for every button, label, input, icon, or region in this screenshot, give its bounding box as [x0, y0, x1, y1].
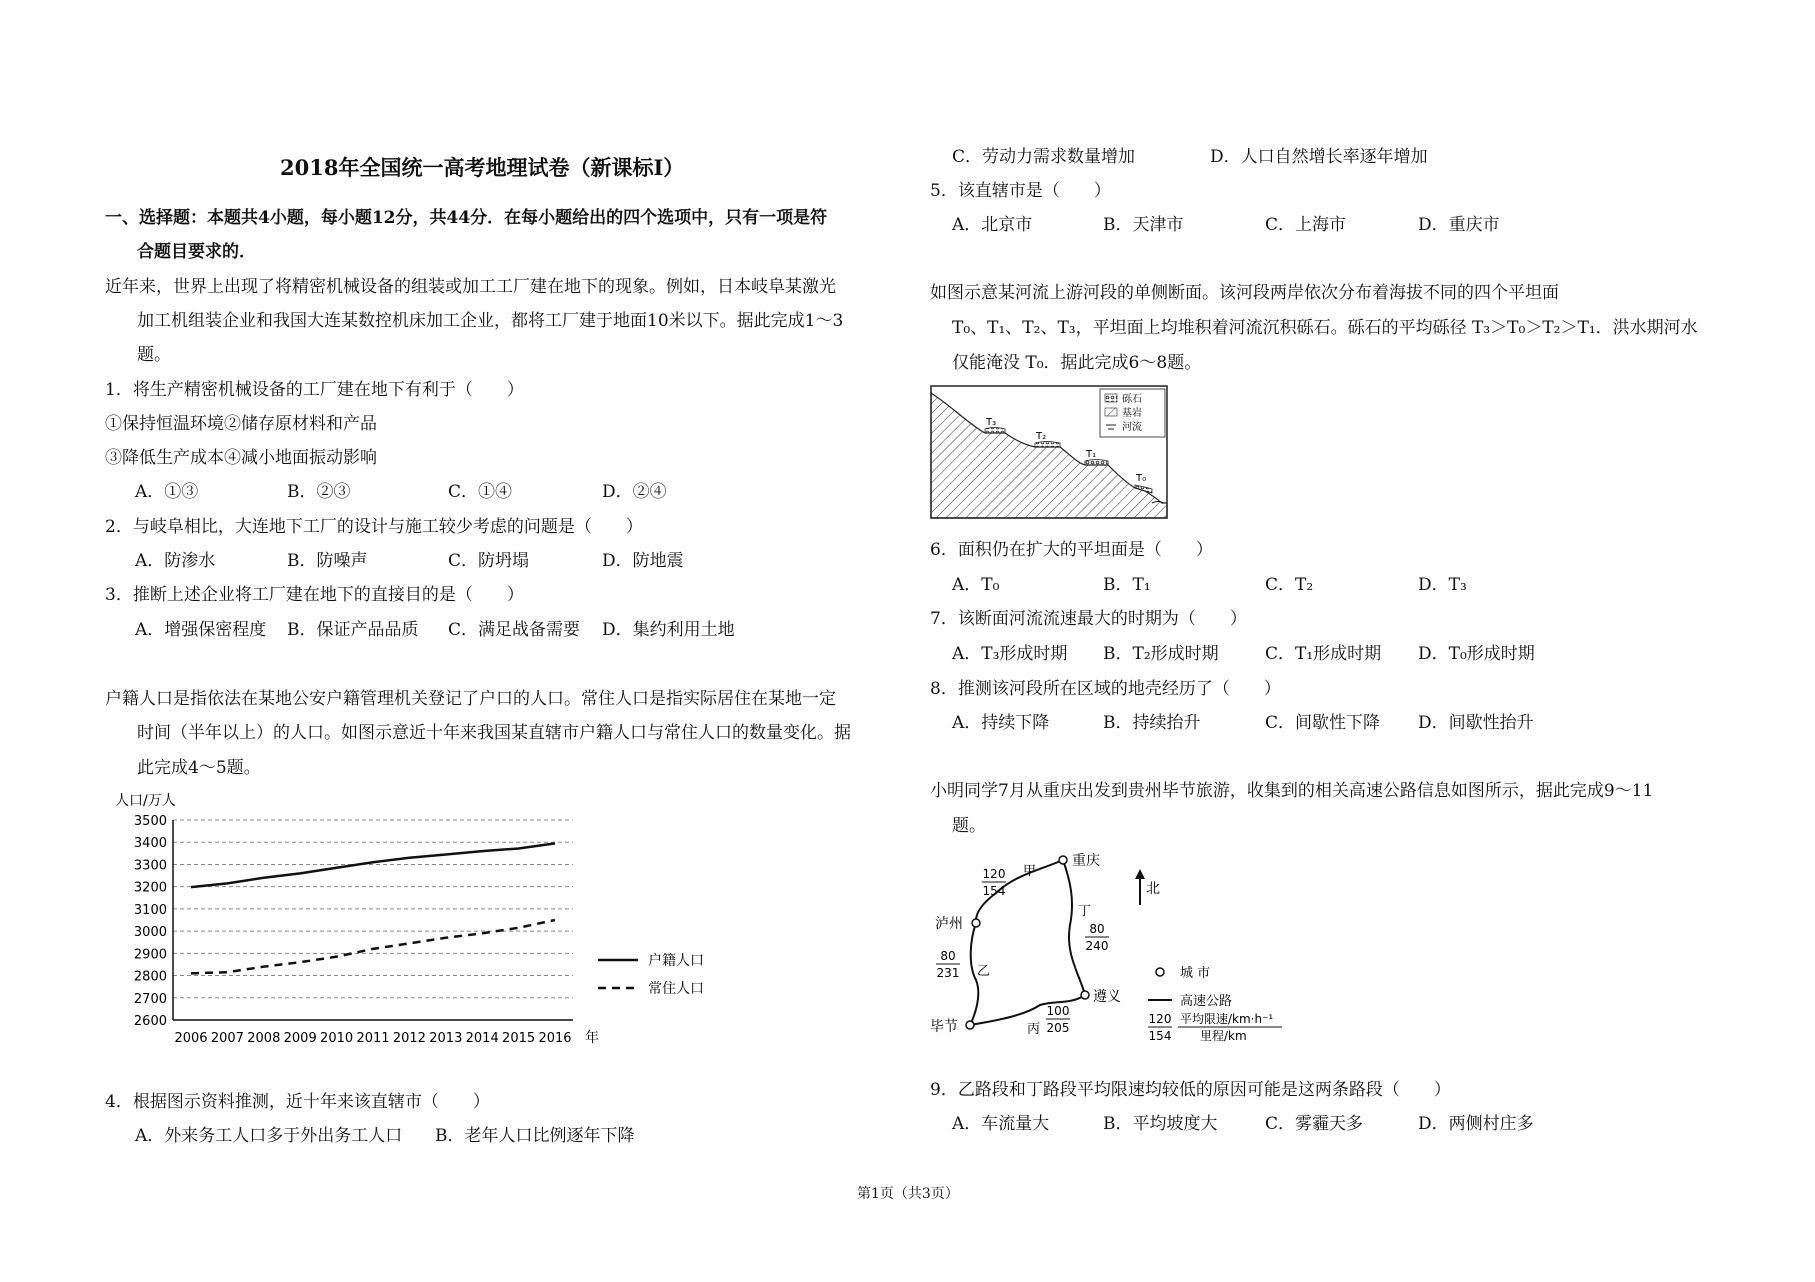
city-bijie-marker	[966, 1021, 974, 1029]
q7-option-a[interactable]: A．T₃形成时期	[952, 644, 1068, 664]
label-chongqing: 重庆	[1072, 853, 1100, 869]
passage3-line3: 仅能淹没 T₀．据此完成6～8题。	[952, 353, 1202, 373]
legend-road: 高速公路	[1180, 994, 1233, 1009]
passage1-line1: 近年来，世界上出现了将精密机械设备的组装或加工工厂建在地下的现象。例如，日本岐阜某激光	[105, 277, 836, 297]
passage4-line1: 小明同学7月从重庆出发到贵州毕节旅游，收集到的相关高速公路信息如图所示，据此完成9～11	[930, 781, 1654, 801]
jia-speed: 120	[982, 867, 1006, 881]
series-line-2	[191, 920, 555, 973]
passage2-line1: 户籍人口是指依法在某地公安户籍管理机关登记了户口的人口。常住人口是指实际居住在某地一定	[105, 689, 836, 709]
y-tick-label: 2600	[133, 1014, 167, 1029]
label-bing: 丙	[1027, 1022, 1041, 1037]
q1-statement2: ③降低生产成本④减小地面振动影响	[105, 448, 377, 468]
y-tick-label: 2700	[133, 991, 167, 1007]
q6-stem: 6．面积仍在扩大的平坦面是（ ）	[930, 540, 1213, 560]
q8-stem: 8．推测该河段所在区域的地壳经历了（ ）	[930, 679, 1281, 699]
ding-distance: 240	[1085, 939, 1109, 953]
q5-option-c[interactable]: C．上海市	[1265, 215, 1347, 235]
q2-option-b[interactable]: B．防噪声	[287, 551, 368, 571]
q3-option-b[interactable]: B．保证产品品质	[287, 620, 419, 640]
q1-option-a[interactable]: A．①③	[135, 482, 199, 502]
passage4-line2: 题。	[952, 816, 986, 836]
passage1-line2: 加工机组装企业和我国大连某数控机床加工企业，都将工厂建于地面10米以下。据此完成1～3	[137, 311, 844, 331]
t2-gravel	[1035, 442, 1060, 448]
q1-option-d[interactable]: D．②④	[602, 482, 667, 502]
q3-option-c[interactable]: C．满足战备需要	[448, 620, 581, 640]
label-t1: T₁	[1086, 449, 1097, 460]
q9-option-a[interactable]: A．车流量大	[952, 1114, 1050, 1134]
y-tick-label: 3000	[133, 925, 167, 941]
highway-map	[930, 845, 1310, 1045]
q5-option-a[interactable]: A．北京市	[952, 215, 1033, 235]
passage3-line1: 如图示意某河流上游河段的单侧断面。该河段两岸依次分布着海拔不同的四个平坦面	[930, 283, 1559, 303]
q9-stem: 9．乙路段和丁路段平均限速均较低的原因可能是这两条路段（ ）	[930, 1080, 1451, 1100]
x-tick-label: 2013	[429, 1031, 463, 1046]
q2-option-c[interactable]: C．防坍塌	[448, 551, 530, 571]
q1-option-b[interactable]: B．②③	[287, 482, 351, 502]
q8-option-a[interactable]: A．持续下降	[952, 713, 1050, 733]
x-tick-label: 2008	[247, 1031, 281, 1046]
y-tick-label: 3400	[133, 836, 167, 852]
q3-option-d[interactable]: D．集约利用土地	[602, 620, 735, 640]
yi-speed: 80	[940, 949, 956, 963]
q2-stem: 2．与岐阜相比，大连地下工厂的设计与施工较少考虑的问题是（ ）	[105, 517, 643, 537]
yi-distance: 231	[936, 966, 960, 980]
legend-label-1: 户籍人口	[648, 953, 704, 969]
q2-option-a[interactable]: A．防渗水	[135, 551, 216, 571]
q8-option-d[interactable]: D．间歇性抬升	[1418, 713, 1534, 733]
q1-statement1: ①保持恒温环境②储存原材料和产品	[105, 414, 377, 434]
bing-distance: 205	[1046, 1021, 1070, 1035]
legend-label-2: 常住人口	[648, 981, 704, 997]
t1-gravel	[1085, 460, 1108, 466]
label-north: 北	[1146, 881, 1160, 897]
legend-city-icon	[1156, 968, 1164, 976]
x-axis-label: 年	[585, 1030, 599, 1046]
q5-option-b[interactable]: B．天津市	[1103, 215, 1184, 235]
q4-option-b[interactable]: B．老年人口比例逐年下降	[435, 1126, 635, 1146]
q1-option-c[interactable]: C．①④	[448, 482, 513, 502]
q6-option-b[interactable]: B．T₁	[1103, 575, 1151, 595]
road-ding	[1063, 860, 1085, 995]
legend-bedrock: 基岩	[1122, 408, 1142, 419]
x-tick-label: 2012	[392, 1031, 426, 1046]
legend-speed-sample: 120	[1148, 1012, 1172, 1026]
y-tick-label: 2800	[133, 969, 167, 985]
passage1-line3: 题。	[137, 345, 171, 365]
q5-option-d[interactable]: D．重庆市	[1418, 215, 1500, 235]
page-footer: 第1页（共3页）	[857, 1186, 959, 1202]
x-tick-label: 2006	[174, 1031, 208, 1046]
section-heading-line2: 合题目要求的．	[137, 242, 256, 262]
legend-dist-label: 里程/km	[1200, 1029, 1247, 1043]
q9-option-b[interactable]: B．平均坡度大	[1103, 1114, 1218, 1134]
q8-option-b[interactable]: B．持续抬升	[1103, 713, 1201, 733]
label-ding: 丁	[1078, 904, 1092, 919]
label-jia: 甲	[1023, 864, 1037, 879]
y-tick-label: 3200	[133, 880, 167, 896]
q1-stem: 1．将生产精密机械设备的工厂建在地下有利于（ ）	[105, 380, 524, 400]
city-luzhou-marker	[972, 919, 980, 927]
q2-option-d[interactable]: D．防地震	[602, 551, 684, 571]
passage2-line3: 此完成4～5题。	[137, 758, 261, 778]
gravel-legend-icon	[1105, 394, 1117, 402]
passage3-line2: T₀、T₁、T₂、T₃，平坦面上均堆积着河流沉积砾石。砾石的平均砾径 T₃＞T₀＞T₂＞T₁．洪水期河水	[952, 318, 1698, 338]
page-title: 2018年全国统一高考地理试卷（新课标Ⅰ）	[280, 155, 685, 180]
passage2-line2: 时间（半年以上）的人口。如图示意近十年来我国某直辖市户籍人口与常住人口的数量变化。据	[137, 723, 851, 743]
label-t0: T₀	[1136, 473, 1147, 484]
y-axis-label: 人口/万人	[115, 793, 176, 809]
label-luzhou: 泸州	[935, 916, 963, 932]
q7-option-b[interactable]: B．T₂形成时期	[1103, 644, 1219, 664]
legend-speed-label: 平均限速/km·h⁻¹	[1180, 1012, 1274, 1026]
q7-option-d[interactable]: D．T₀形成时期	[1418, 644, 1535, 664]
x-tick-label: 2011	[356, 1031, 390, 1046]
x-tick-label: 2014	[465, 1031, 499, 1046]
q6-option-a[interactable]: A．T₀	[952, 575, 1000, 595]
legend-city: 城 市	[1180, 966, 1211, 981]
population-line-chart	[105, 785, 725, 1060]
q4-option-c[interactable]: C．劳动力需求数量增加	[952, 147, 1136, 167]
q8-option-c[interactable]: C．间歇性下降	[1265, 713, 1381, 733]
y-tick-label: 3100	[133, 902, 167, 918]
section-heading-line1: 一、选择题：本题共4小题，每小题12分，共44分．在每小题给出的四个选项中，只有一项是符	[105, 208, 828, 228]
bing-speed: 100	[1046, 1004, 1070, 1018]
label-t2: T₂	[1036, 431, 1047, 442]
q6-option-c[interactable]: C．T₂	[1265, 575, 1314, 595]
q7-stem: 7．该断面河流流速最大的时期为（ ）	[930, 609, 1247, 629]
q7-option-c[interactable]: C．T₁形成时期	[1265, 644, 1382, 664]
q4-option-d[interactable]: D．人口自然增长率逐年增加	[1210, 147, 1428, 167]
bedrock-legend-icon	[1105, 408, 1117, 416]
legend-dist-sample: 154	[1148, 1029, 1172, 1043]
q9-option-d[interactable]: D．两侧村庄多	[1418, 1114, 1534, 1134]
ding-speed: 80	[1089, 922, 1105, 936]
series-line-1	[191, 843, 555, 887]
river-cross-section-diagram	[930, 385, 1170, 520]
q4-option-a[interactable]: A．外来务工人口多于外出务工人口	[135, 1126, 403, 1146]
label-yi: 乙	[977, 964, 991, 979]
q4-stem: 4．根据图示资料推测，近十年来该直辖市（ ）	[105, 1092, 490, 1112]
legend-gravel: 砾石	[1122, 394, 1142, 405]
x-tick-label: 2016	[538, 1031, 572, 1046]
legend-river: 河流	[1122, 422, 1142, 433]
north-arrowhead-icon	[1135, 869, 1145, 879]
y-tick-label: 3300	[133, 858, 167, 874]
x-tick-label: 2009	[283, 1031, 317, 1046]
label-zunyi: 遵义	[1093, 989, 1121, 1005]
city-chongqing-marker	[1059, 856, 1067, 864]
x-tick-label: 2007	[210, 1031, 244, 1046]
q3-stem: 3．推断上述企业将工厂建在地下的直接目的是（ ）	[105, 585, 524, 605]
y-tick-label: 3500	[133, 814, 167, 829]
label-t3: T₃	[986, 417, 997, 428]
jia-distance: 154	[982, 884, 1006, 898]
x-tick-label: 2015	[502, 1031, 536, 1046]
q9-option-c[interactable]: C．雾霾天多	[1265, 1114, 1364, 1134]
y-tick-label: 2900	[133, 947, 167, 963]
x-tick-label: 2010	[320, 1031, 354, 1046]
q5-stem: 5．该直辖市是（ ）	[930, 181, 1111, 201]
city-zunyi-marker	[1081, 991, 1089, 999]
label-bijie: 毕节	[930, 1019, 958, 1035]
q6-option-d[interactable]: D．T₃	[1418, 575, 1467, 595]
t3-gravel	[985, 428, 1005, 434]
q3-option-a[interactable]: A．增强保密程度	[135, 620, 267, 640]
